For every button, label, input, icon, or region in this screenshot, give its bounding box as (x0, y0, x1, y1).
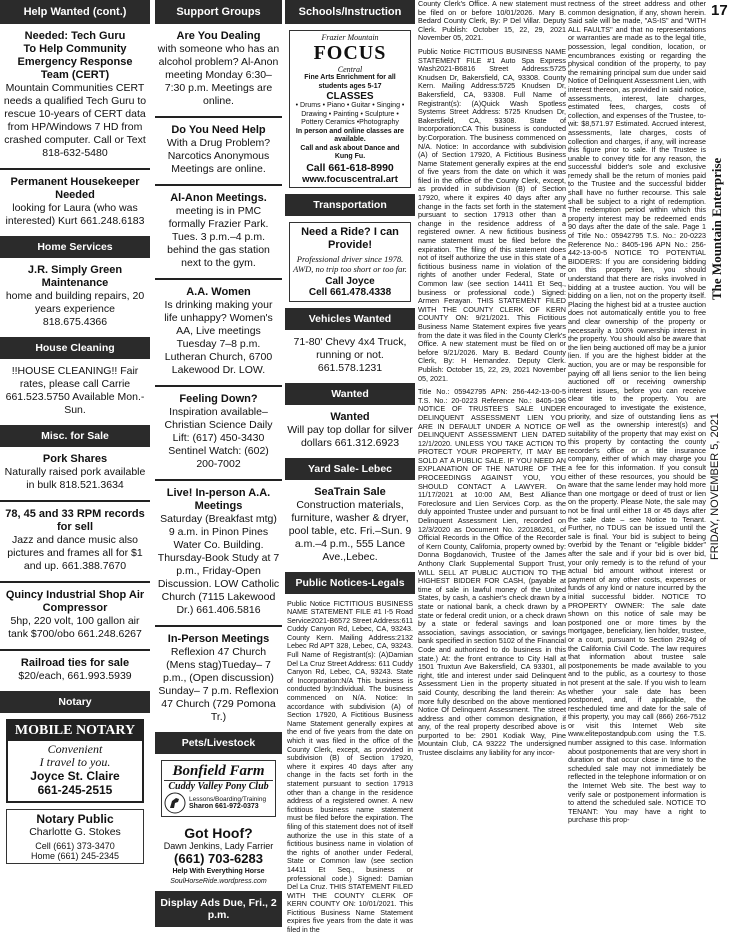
ad-simply-green (2, 264, 148, 329)
ad-body: $20/each, 661.993.5939 (18, 670, 132, 682)
farrier-name: Dawn Jenkins, Lady Farrier (163, 841, 274, 851)
legal-notice-i5-road-service (287, 600, 413, 935)
pony-club-details (164, 792, 273, 814)
divider (155, 625, 282, 627)
farrier-website: SoulHorseRide.wordpress.com (170, 878, 267, 885)
notary-public-title: Notary Public (36, 812, 114, 826)
column-legals-1 (418, 0, 566, 763)
divider (155, 184, 282, 186)
ad-mobile-notary (6, 719, 144, 803)
ride-call: Call Joyce (325, 275, 375, 287)
legal-notices-cont (568, 0, 706, 825)
ad-seatrain-sale (287, 486, 413, 564)
focus-website: www.focuscentral.art (302, 173, 398, 185)
ad-title: Al-Anon Meetings. (170, 192, 267, 204)
ad-housekeeper (2, 176, 148, 228)
farrier-phone: (661) 703-6283 (174, 851, 263, 866)
divider (155, 385, 282, 387)
ad-title: In-Person Meetings (167, 633, 270, 645)
page-number: 17 (711, 2, 728, 19)
divider (0, 649, 150, 651)
ad-silver-dollars (287, 411, 413, 450)
farrier-tagline: Help With Everything Horse (172, 868, 265, 875)
ad-body: Construction materials, furniture, washer & dryer, pool table, etc. Fri.–Sun. 9 a.m.–4 p.m., 555 Lance Ave.,Lebec. (288, 498, 412, 563)
ad-notary-public (6, 809, 144, 864)
sharon-contact: Sharon 661-972-0373 (189, 803, 259, 810)
focus-line1: Fine Arts Enrichment for all students ages 5-17 (304, 74, 396, 90)
section-header-notary: Notary (0, 691, 150, 713)
section-header-support-groups: Support Groups (155, 0, 282, 24)
ad-body: home and building repairs, 20 years experience 818.675.4366 (5, 290, 145, 328)
pony-club-title: Cuddy Valley Pony Club (168, 781, 269, 792)
lessons-text: Lessons/Boarding/Training (189, 796, 267, 803)
ad-title: J.R. Simply Green Maintenance (27, 264, 123, 289)
focus-top: Frazier Mountain (321, 33, 379, 42)
legal-text: Public Notice FICTITIOUS BUSINESS NAME STATEMENT FILE #1 I-5 Road Service2021-B6572 Street Address:611 Cuddy Canyon Rd, Lebec, CA, 93243. County Kern. Mailing Address:2132 Lebec Rd APT 328, Lebec, CA, 93243. Full Name of Registrant(s): (A)Damian Del La Cruz Street Address: 611 Cuddy Canyon Rd, Lebec, CA, 93243. State of Incorporation:N/A This business is conducted by:Individual. The business commenced on N/A. Notice: In accordance with subdivision (A) of Section 17920, A Fictitious Business Name Statement generally expires at the end of five years from the date on which it was filed in the office of the County Clerk, except, as provided in subdivision (B) of Section 17920, where it expires 40 days after any change in the facts set forth in the statement pursuant to section 17913 other than a change in the residence address of a registered owner. A new fictitious business name statement must be filed before the expiration. The filing of this statement does not of itself authorize the use in this state of a fictitious business name in violation of the rights of another under Federal, State or Common law (see section 14411 Et Seq., business or professional code.) Signed: Damian Del La Cruz. THIS STATEMENT FILED WITH THE COUNTY CLERK OF KERN COUNTY ON: 10/01/2021. This Fictitious Business Name Statement expires five years from the date it was filed in the (287, 598, 413, 935)
ad-alanon (157, 30, 280, 108)
horse-icon (164, 792, 186, 814)
ride-body: Professional driver since 1978. AWD, no trip too short or too far. (293, 253, 407, 274)
ad-body: Saturday (Breakfast mtg) 9 a.m. in Pinon Pines Water Co. Building. Thursday-Book Study at 7 p.m., Friday-Open Discussion. LOW Catholic Church (7115 Lakewood Dr.) 661.406.5816 (157, 513, 280, 616)
ad-title: Emergency Response (17, 56, 133, 68)
ad-alanon-meetings (157, 192, 280, 270)
section-header-house-cleaning: House Cleaning (0, 337, 150, 359)
section-header-public-notices: Public Notices-Legals (285, 572, 415, 594)
divider (155, 116, 282, 118)
ad-body: !!HOUSE CLEANING!! Fair rates, please call Carrie 661.523.5750 Available Mon.-Sun. (5, 365, 145, 416)
ad-body: looking for Laura (who was interested) Kurt 661.248.6183 (5, 202, 145, 227)
ad-body: Will pay top dollar for silver dollars 661.312.6923 (287, 423, 413, 449)
ad-pork-shares (2, 453, 148, 492)
ad-title: Pork Shares (42, 453, 108, 465)
ad-body: with someone who has an alcohol problem? Al-Anon meeting Monday 6:30–7:30 p.m. Meetings are online. (157, 43, 280, 107)
focus-sub: Central (337, 65, 363, 74)
ad-title: To Help Community (23, 43, 127, 55)
ride-cell: Cell 661.478.4338 (308, 286, 392, 298)
ride-title: Need a Ride? I can Provide! (301, 225, 399, 251)
section-header-help-wanted: Help Wanted (cont.) (0, 0, 150, 24)
ad-title: Railroad ties for sale (20, 657, 130, 669)
ad-title: 78, 45 and 33 RPM records for sell (5, 508, 145, 533)
ad-body: Is drinking making your life unhappy? Women's AA, Live meetings Tuesday 7–8 p.m. Lutheran Church, 6700 Lakewood Dr. LOW. (164, 299, 273, 376)
ad-aa-women (157, 286, 280, 377)
notary-home: Home (661) 245-2345 (30, 851, 120, 861)
ad-body: With a Drug Problem? Narcotics Anonymous Meetings are online. (166, 137, 271, 175)
ad-focus-central (289, 30, 411, 188)
divider (0, 168, 150, 170)
section-header-wanted: Wanted (285, 383, 415, 405)
section-header-misc-for-sale: Misc. for Sale (0, 425, 150, 447)
ad-title: Do You Need Help (171, 124, 266, 136)
ad-body: Naturally raised pork available in bulk 818.521.3634 (4, 466, 146, 491)
ad-title: Wanted (330, 410, 370, 423)
column-legals-2 (568, 0, 706, 830)
ad-title: Quincy Industrial Shop Air Compressor (5, 589, 145, 614)
legal-text: Public Notice FICTITIOUS BUSINESS NAME STATEMENT FILE #1 Auto Spa Express Wash2021-B6816 Street Address:5725 Knudsen Dr, Bakersfield, CA, 93308. County Kern. Mailing Address:5725 Knudsen Dr, Bakersfield, CA, 93308. Full Name of Registrant(s): (A)Quick Wash Spotless Systems Street Address: 5725 Knudsen Dr, Bakersfield, CA, 93308. State of Incorporation:CA This business is conducted by:Corporation. The business commenced on N/A. Notice: In accordance with subdivision (A) of Section 17920, A Fictitious Business Name Statement generally expires at the end of five years from the date on which it was filed in the office of the County Clerk, except, as provided in subdivision (B) of Section 17920, where it expires 40 days after any change in the facts set forth in the statement pursuant to section 17913 other than a change in the residence address of a registered owner. A new fictitious business name statement must be filed before the expiration. The filing of this statement does not of itself authorize the use in this state of a fictitious business name in violation of the rights of another under Federal, State or Common law (see section 14411 Et Seq., business or professional code.) Signed: Armen Ferayan. THIS STATEMENT FILED WITH THE COUNTY CLERK OF KERN COUNTY ON: 9/21/2021. This Fictitious Business Name Statement expires five years from the date it was filed in the County Clerk's Office. A new statement must be filed on or before 9/21/2026. Mary B. Bedard County Clerk, By: H Hernandez. Deputy Clerk. Publish: October 15, 22, 29, 2021 November 05, 2021. (418, 46, 566, 383)
column-classifieds-1 (0, 0, 150, 872)
ad-title: Are You Dealing (176, 30, 261, 42)
ad-title: Needed: Tech Guru (24, 30, 126, 42)
ad-narcotics-anonymous (157, 124, 280, 176)
focus-line4: Call and ask about Dance and Kung Fu. (300, 144, 400, 160)
ad-need-a-ride (289, 222, 411, 302)
focus-logo: FOCUS (313, 42, 387, 64)
mobile-notary-title: MOBILE NOTARY (8, 721, 142, 741)
divider (0, 500, 150, 502)
ad-railroad-ties (2, 657, 148, 683)
mobile-notary-phone: 661-245-2515 (37, 783, 113, 797)
masthead: The Mountain Enterprise (709, 157, 724, 300)
page-side-strip (706, 0, 733, 853)
legal-notices (418, 0, 566, 758)
ad-got-hoof (159, 825, 278, 885)
notary-cell: Cell (661) 373-3470 (35, 841, 115, 851)
ad-body: Inspiration available– Christian Science Daily Lift: (617) 450-3430 Sentinel Watch: (602) 200-7002 (164, 406, 273, 470)
ad-title: Live! In-person A.A. Meetings (166, 487, 271, 512)
legal-text: rectness of the street address and other common designation, if any, shown herein. Said sale will be made, "AS-IS" and "WITH ALL FAULTS" and that no representations or warranties are made as to the legal title, possession, legal condition, location, or encumbrances existing or regarding the physical condition of the property, to pay the remaining principal sum due under said Notice of Delinquent Assessment Lien, with interest thereon, as provided in said notice, assessments, interest, late charges, estimated fees, charges, costs of collection, and expenses of the Trustee, to-wit: $8,571.97 Estimated. Accrued interest, assessments, late charges, costs of collection and charges, if any, will increase this figure prior to sale. If the Trustee is unable to convey title for any reason, the successful bidder's sole and exclusive remedy shall be the return of monies paid to the Trustee and the successful bidder shall have no further recourse. This sale shall be subject to a right of redemption. The redemption period within which this property interest may be redeemed ends 90 days after the date of the sale. Page 1 of Title No.: 05942795 T.S. No.: 20-0223 Reference No.: 8405-196 APN No.: 256-442-13-00-5 NOTICE TO POTENTIAL BIDDERS: If you are considering bidding on this property lien, you should understand that there are risks involved in bidding at a trustee auction. You will be bidding on a lien, not on the property itself. Placing the highest bid at a trustee auction does not automatically entitle you to free and clear ownership of the property or necessarily a 100% ownership interest in the property. You should also be aware that the lien being auctioned off may be a junior lien. If you are the highest bidder at the auction, you are or may be responsible for paying off all liens senior to the lien being auctioned off or receiving ownership interest issues, before you can receive clear title to the property. You are encouraged to investigate the existence, priority, and size of outstanding liens as well as the ownership interest(s) and suitability of the property that may exist on this property by contacting the county recorder's office or a title insurance company, either of which may charge you a fee for this information. If you consult either of these resources, you should be aware that the same lender may hold more than one mortgage or deed of trust or lien on the property. Please Note, the sale may not be final until either 18 or 45 days after the sale date – see Notice to Tenant. Further, no TDUS can be issued until the sale is final. Your bid is subject to being overbid by the Tenant or "eligible bidder" after the sale and if your bid is over bid, your only remedy is to the refund of your actual bid amount without interest or payment of any other costs, expenses or funds of any kind or nature incurred by the initial successful bidder. NOTICE TO PROPERTY OWNER: The sale date shown on this notice of sale may be postponed one or more times by the mortgagee, beneficiary, lien holder, trustee, or a court, pursuant to Section 2924g of the California Civil Code. The law requires that information about trustee sale postponements be made available to you and to the public, as a courtesy to those not present at the sale. If you wish to learn whether your sale date has been postponed, and, if applicable, the rescheduled time and date for the sale of this property, you may call (866) 266-7512 or visit this Internet Web site www.elitepostandpub.com using the T.S. number assigned to this case. Information about postponements that are very short in duration or that occur close in time to the scheduled sale may not immediately be reflected in the telephone information or on the Internet Web site. The best way to verify sale or postponement information is to attend the scheduled sale. NOTICE TO TENANT: You may have a right to purchase this prop- (568, 0, 706, 825)
divider (0, 581, 150, 583)
ad-body: meeting is in PMC formally Frazier Park. Tues. 3 p.m.–4 p.m. behind the gas station next to the gym. (167, 205, 270, 269)
section-header-pets-livestock: Pets/Livestock (155, 732, 282, 754)
mobile-notary-name: Joyce St. Claire (30, 769, 120, 783)
focus-phone: Call 661-618-8990 (306, 161, 394, 174)
ad-house-cleaning (2, 365, 148, 417)
section-header-home-services: Home Services (0, 236, 150, 258)
ad-bonfield-farm (161, 760, 276, 817)
ad-title: A.A. Women (186, 286, 251, 298)
section-header-vehicles-wanted: Vehicles Wanted (285, 308, 415, 330)
section-header-schools: Schools/Instruction (285, 0, 415, 24)
mobile-notary-tagline: I travel to you. (39, 755, 111, 769)
divider (155, 479, 282, 481)
bonfield-farm-title: Bonfield Farm (164, 763, 273, 781)
ad-title: Team (CERT) (40, 69, 110, 81)
mobile-notary-tagline: Convenient (47, 742, 103, 756)
ad-live-aa (157, 487, 280, 617)
legal-text: Title No.: 05942795 APN: 256-442-13-00-5 T.S. No.: 20-0223 Reference No.: 8405-196 NOTICE OF TRUSTEE'S SALE UNDER DELINQUENT ASSESSMENT LIEN YOU ARE IN DEFAULT UNDER A NOTICE OF DELINQUENT ASSESSMENT LIEN DATED 12/1/2020. UNLESS YOU TAKE ACTION TO PROTECT YOUR PROPERTY, IT MAY BE SOLD AT A PUBLIC SALE. IF YOU NEED AN EXPLANATION OF THE NATURE OF THE PROCEEDINGS AGAINST YOU, YOU SHOULD CONTACT A LAWYER. On 11/17/2021 at 10:00 AM, Best Alliance Foreclosure and Lien Services Corp. as the duly appointed Trustee under and pursuant to Delinquent Assessment Lien, recorded on 12/3/2020 as Document No. 220186261, of Official Records in the Office of the Recorder of Kern County, California, property owned by: Donna Bogdanovich, Trustee of the James Anthony Clark Supplemental Support Trust, WILL SELL AT PUBLIC AUCTION TO THE HIGHEST BIDDER FOR CASH, (payable at time of sale in lawful money of the United States, by cash, a cashier's check drawn by a state or national bank, a check drawn by a state or federal credit union, or a check drawn by a state or federal savings and loan association, savings association, or savings bank specified in section 5102 of the Financial Code and authorized to do business in this state.) At: the front entrance to City Hall at 1501 Truxtun Ave Bakersfield, CA 93301, all right, title and interest under said Delinquent Assessment Lien in the property situated in said County, describing the land therein: As more fully described on the above mentioned Notice Of Delinquent Assessment. The street address and other common designation, if any, of the real property described above is purported to be: 2901 Kodiak Way, Pine Mountain Club, CA 93222 The undersigned Trustee disclaims any liability for any incor- (418, 387, 566, 758)
legal-text: County Clerk's Office. A new statement must be filed on or before 10/01/2026. Mary B. Bedard County Clerk, By: P Del Villar. Deputy Clerk. Publish: October 15, 22, 29, 2021 November 05, 2021. (418, 0, 566, 43)
ad-body: 71-80' Chevy 4x4 Truck, running or not. 661.578.1231 (293, 335, 407, 374)
display-ads-deadline: Display Ads Due, Fri., 2 p.m. (155, 891, 282, 927)
focus-classes: CLASSES (326, 91, 374, 102)
ad-title: Feeling Down? (179, 393, 258, 405)
ad-title: Permanent Housekeeper Needed (10, 176, 140, 201)
ad-body: Reflexion 47 Church (Mens stag)Tueday– 7 p.m., (Open discussion) Sunday– 7 p.m. Reflexion 47 Church (729 Pomona Tr.) (158, 646, 279, 723)
column-classifieds-3 (285, 0, 415, 940)
ad-compressor (2, 589, 148, 641)
date-line: FRIDAY, NOVEMBER 5, 2021 (709, 413, 721, 560)
ad-body: Mountain Communities CERT needs a qualified Tech Guru to rescue 10-years of CERT data from HP/Windows 7 HD from crashed computer. Call or Text 818-632-5480 (3, 82, 147, 159)
section-header-yard-sale: Yard Sale- Lebec (285, 458, 415, 480)
focus-line3: In person and online classes are available. (295, 127, 405, 143)
ad-tech-guru (2, 30, 148, 160)
ad-inperson-meetings (157, 633, 280, 724)
got-hoof-title: Got Hoof? (184, 825, 253, 841)
focus-line2: • Drums • Piano • Guitar • Singing • Drawing • Painting • Sculpture • Pottery Ceramics •Photography (295, 102, 405, 126)
ad-feeling-down (157, 393, 280, 471)
section-header-transportation: Transportation (285, 194, 415, 216)
ad-body: 5hp, 220 volt, 100 gallon air tank $700/obo 661.248.6267 (8, 615, 142, 640)
notary-public-name: Charlotte G. Stokes (29, 826, 121, 838)
divider (155, 278, 282, 280)
ad-title: SeaTrain Sale (314, 485, 386, 498)
ad-chevy-truck (287, 336, 413, 375)
column-classifieds-2 (155, 0, 282, 927)
ad-body: Jazz and dance music also pictures and frames all for $1 and up. 661.388.7670 (7, 534, 143, 572)
ad-records (2, 508, 148, 573)
